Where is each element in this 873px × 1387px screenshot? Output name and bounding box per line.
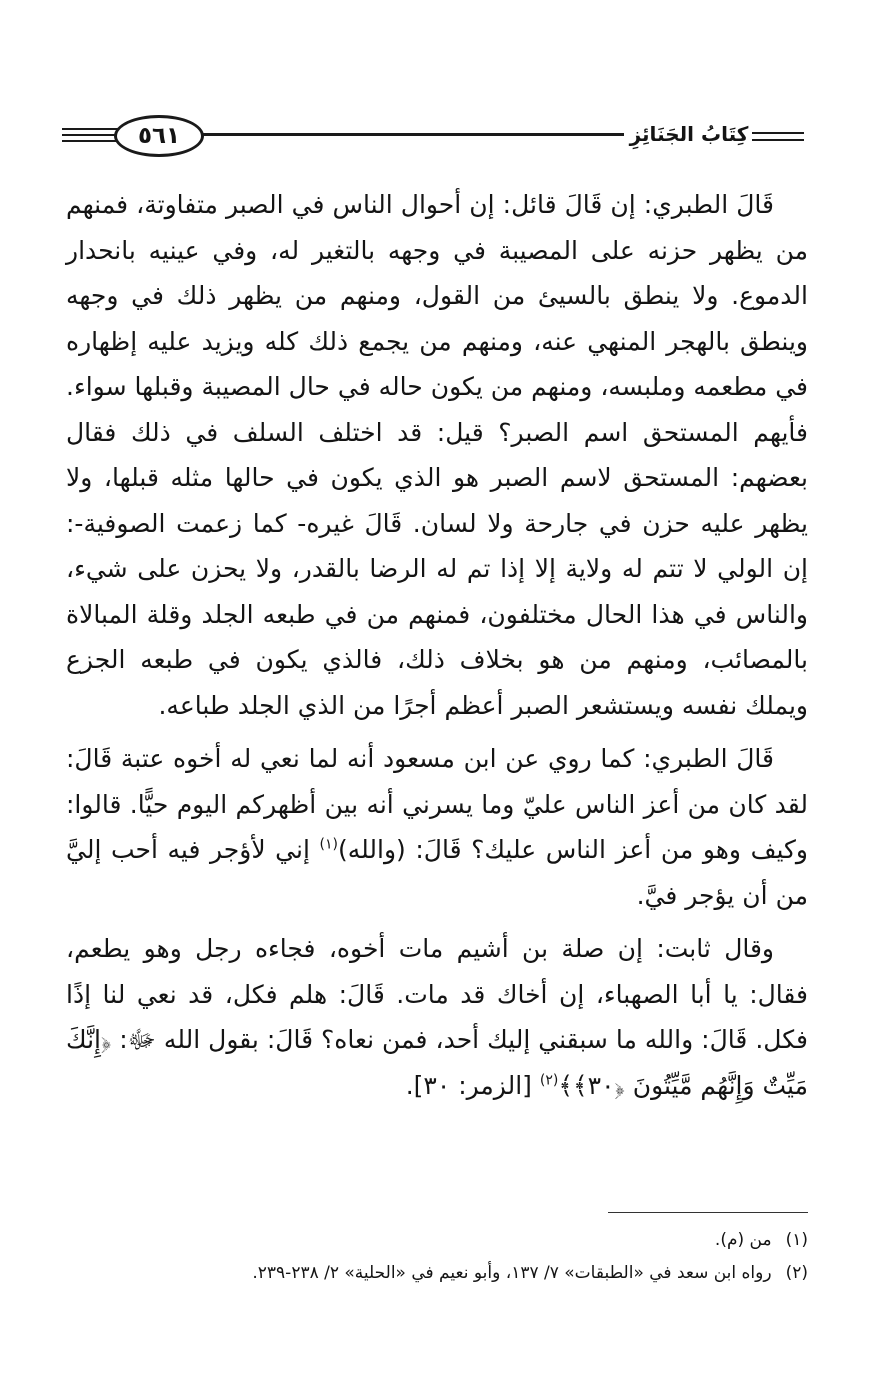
- paragraph-1: قَالَ الطبري: إن قَالَ قائل: إن أحوال الناس في الصبر متفاوتة، فمنهم من يظهر حزنه على المصيبة في وجهه بالتغير له، وفي عينيه بانحدار الدموع. ولا ينطق بالسيئ من القول، ومنهم من يظهر ذلك في وجهه وينطق بالهجر المنهي عنه، ومنهم من يجمع ذلك كله ويزيد عليه إظهاره في مطعمه وملبسه، ومنهم من يكون حاله في حال المصيبة وقبلها سواء. فأيهم المستحق اسم الصبر؟ قيل: قد اختلف السلف في ذلك فقال بعضهم: المستحق لاسم الصبر هو الذي يكون في حالها مثله قبلها، ولا يظهر عليه حزن في جارحة ولا لسان. قَالَ غيره- كما زعمت الصوفية-: إن الولي لا تتم له ولاية إلا إذا تم له الرضا بالقدر، ولا يحزن على شيء، والناس في هذا الحال مختلفون، فمنهم من في طبعه الجلد وقلة المبالاة بالمصائب، ومنهم من هو بخلاف ذلك، فالذي يكون في طبعه الجزع ويملك نفسه ويستشعر الصبر أعظم أجرًا من الذي الجلد طباعه.: [66, 190, 808, 720]
- paragraph-2-text: قَالَ الطبري: كما روي عن ابن مسعود أنه لما نعي له أخوه عتبة قَالَ: لقد كان من أعز الناس عليّ وما يسرني أنه بين أظهركم اليوم حيًّا. قالوا: وكيف وهو من أعز الناس عليك؟ قَالَ: (والله): [66, 744, 808, 864]
- header-rule-main: [194, 133, 624, 136]
- footnote-2: [66, 1257, 808, 1290]
- page-number-frame: [114, 115, 204, 157]
- paragraph-3: [66, 926, 808, 1108]
- paragraph-3-text: وقال ثابت: إن صلة بن أشيم مات أخوه، فجاءه رجل وهو يطعم، فقال: يا أبا الصهباء، إن أخاك قد مات. قَالَ: هلم فكل، قد نعي لنا إذًا فكل. قَالَ: والله ما سبقني إليك أحد، فمن نعاه؟ قَالَ: بقول الله ﷻ: ﴿إِنَّكَ مَيِّتٌ وَإِنَّهُم مَّيِّتُونَ ﴿٣٠﴾﴾: [66, 934, 808, 1100]
- header-rule-left-1: [62, 128, 122, 130]
- footnote-separator: [608, 1212, 808, 1213]
- header-rule-left-2: [62, 134, 122, 136]
- footnote-number: (١): [785, 1230, 808, 1250]
- header-rule-right-1: [752, 132, 804, 134]
- page-number: ٥٦١: [137, 122, 181, 149]
- footnote-number: (٢): [785, 1263, 808, 1283]
- paragraph-2: [66, 736, 808, 918]
- footnote-text: رواه ابن سعد في «الطبقات» ٧/ ١٣٧، وأبو نعيم في «الحلية» ٢/ ٢٣٨-٢٣٩.: [252, 1263, 772, 1283]
- footnotes: [66, 1224, 808, 1290]
- footnote-marker-1: (١): [319, 836, 338, 853]
- footnote-marker-2: (٢): [539, 1072, 559, 1089]
- footnote-text: من (م).: [714, 1230, 772, 1250]
- main-text: [66, 182, 808, 1108]
- header-rule-right-2: [752, 139, 804, 141]
- paragraph-3-text-end: [الزمر: ٣٠].: [405, 1070, 540, 1100]
- page-header: [62, 112, 804, 162]
- running-title: كِتَابُ الجَنَائِزِ: [629, 122, 749, 146]
- header-rule-left-3: [62, 140, 122, 142]
- paragraph-2-text-end: إني لأؤجر فيه أحب إليَّ من أن يؤجر فيَّ.: [66, 835, 808, 910]
- footnote-1: [66, 1224, 808, 1257]
